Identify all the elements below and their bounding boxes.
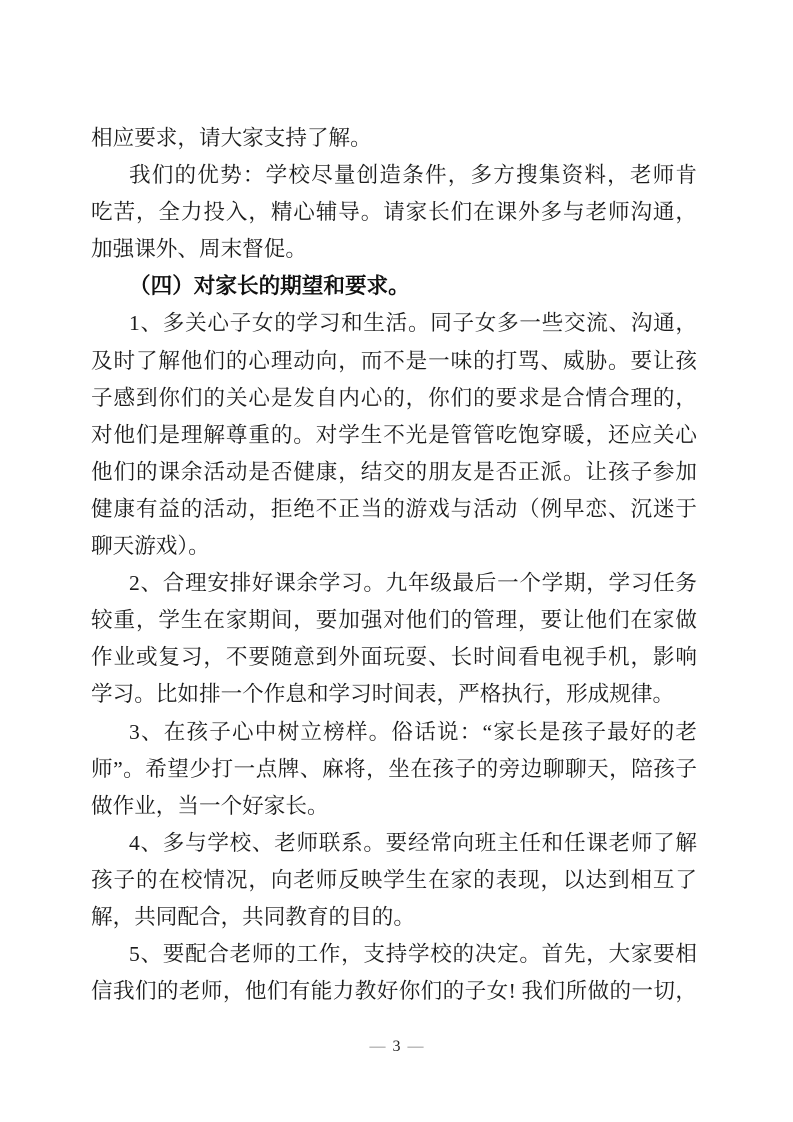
- text-line: 师”。希望少打一点牌、麻将，坐在孩子的旁边聊聊天，陪孩子: [91, 756, 697, 781]
- text-line: 孩子的在校情况，向老师反映学生在家的表现，以达到相互了: [91, 867, 697, 892]
- page-footer: [0, 1036, 793, 1058]
- text-line: 我们的优势：学校尽量创造条件，多方搜集资料，老师肯: [129, 163, 697, 188]
- paragraph: [91, 936, 697, 1010]
- text-line: 对他们是理解尊重的。对学生不光是管管吃饱穿暖，还应关心: [91, 422, 697, 447]
- text-line: 做作业，当一个好家长。: [91, 793, 329, 818]
- page-number: 3: [392, 1038, 401, 1055]
- text-line: 聊天游戏）。: [91, 534, 210, 559]
- footer-dash-left: —: [369, 1038, 386, 1055]
- paragraph: [91, 825, 697, 936]
- text-line: （四）对家长的期望和要求。: [129, 274, 410, 299]
- text-line: 健康有益的活动，拒绝不正当的游戏与活动（例早恋、沉迷于: [91, 496, 697, 521]
- text-line: 5、要配合老师的工作，支持学校的决定。首先，大家要相: [129, 942, 697, 967]
- section-heading: [91, 268, 697, 305]
- paragraph: [91, 565, 697, 713]
- text-line: 信我们的老师，他们有能力教好你们的子女! 我们所做的一切，: [91, 979, 697, 1004]
- text-line: 相应要求，请大家支持了解。: [91, 126, 372, 150]
- text-line: 吃苦，全力投入，精心辅导。请家长们在课外多与老师沟通，: [91, 200, 697, 225]
- text-line: 子感到你们的关心是发自内心的，你们的要求是合情合理的，: [91, 385, 697, 410]
- paragraph: [91, 714, 697, 825]
- paragraph: [91, 157, 697, 268]
- text-line: 作业或复习，不要随意到外面玩耍、长时间看电视手机，影响: [91, 645, 697, 670]
- text-line: 较重，学生在家期间，要加强对他们的管理，要让他们在家做: [91, 608, 697, 633]
- paragraph: [91, 305, 697, 565]
- paragraph: [91, 120, 697, 157]
- text-line: 学习。比如排一个作息和学习时间表，严格执行，形成规律。: [91, 682, 675, 707]
- text-line: 2、合理安排好课余学习。九年级最后一个学期，学习任务: [129, 571, 697, 596]
- text-line: 解，共同配合，共同教育的目的。: [91, 904, 415, 929]
- text-line: 加强课外、周末督促。: [91, 237, 307, 262]
- text-line: 及时了解他们的心理动向，而不是一味的打骂、威胁。要让孩: [91, 348, 697, 373]
- text-line: 4、多与学校、老师联系。要经常向班主任和任课老师了解: [129, 830, 697, 855]
- text-line: 1、多关心子女的学习和生活。同子女多一些交流、沟通，: [129, 311, 697, 336]
- footer-dash-right: —: [407, 1038, 424, 1055]
- text-line: 3、在孩子心中树立榜样。俗话说：“家长是孩子最好的老: [129, 719, 697, 744]
- text-line: 他们的课余活动是否健康，结交的朋友是否正派。让孩子参加: [91, 459, 697, 484]
- document-body: [91, 120, 697, 1010]
